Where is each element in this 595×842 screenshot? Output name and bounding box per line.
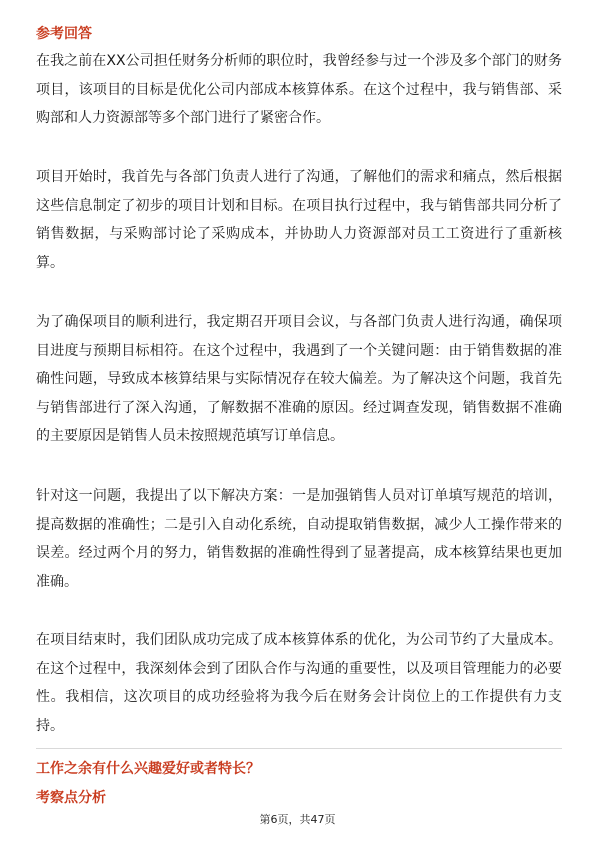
next-question-heading: 工作之余有什么兴趣爱好或者特长？ xyxy=(36,761,260,777)
answer-paragraph-3: 为了确保项目的顺利进行，我定期召开项目会议，与各部门负责人进行沟通，确保项目进度与预期目标相符。在这个过程中，我遇到了一个关键问题：由于销售数据的准确性问题，导致成本核算结果与实际情况存在较大偏差。为了解决这个问题，我首先与销售部进行了深入沟通，了解数据不准确的原因。经过调查发现，销售数据不准确的主要原因是销售人员未按照规范填写订单信息。 xyxy=(36,314,562,444)
answer-paragraph-1: 在我之前在XX公司担任财务分析师的职位时，我曾经参与过一个涉及多个部门的财务项目，该项目的目标是优化公司内部成本核算体系。在这个过程中，我与销售部、采购部和人力资源部等多个部门进行了紧密合作。 xyxy=(36,53,562,126)
answer-paragraph-2: 项目开始时，我首先与各部门负责人进行了沟通，了解他们的需求和痛点，然后根据这些信息制定了初步的项目计划和目标。在项目执行过程中，我与销售部共同分析了销售数据，与采购部讨论了采购成本，并协助人力资源部对员工工资进行了重新核算。 xyxy=(36,169,562,271)
reference-answer-heading: 参考回答 xyxy=(36,26,92,42)
answer-paragraph-4: 针对这一问题，我提出了以下解决方案：一是加强销售人员对订单填写规范的培训，提高数据的准确性；二是引入自动化系统，自动提取销售数据，减少人工操作带来的误差。经过两个月的努力，销售数据的准确性得到了显著提高，成本核算结果也更加准确。 xyxy=(36,488,562,590)
answer-paragraph-5: 在项目结束时，我们团队成功完成了成本核算体系的优化，为公司节约了大量成本。在这个过程中，我深刻体会到了团队合作与沟通的重要性，以及项目管理能力的必要性。我相信，这次项目的成功经验将为我今后在财务会计岗位上的工作提供有力支持。 xyxy=(36,632,562,734)
page-number-footer: 第6页，共47页 xyxy=(259,813,336,826)
analysis-heading: 考察点分析 xyxy=(36,790,106,806)
section-divider xyxy=(36,748,562,749)
